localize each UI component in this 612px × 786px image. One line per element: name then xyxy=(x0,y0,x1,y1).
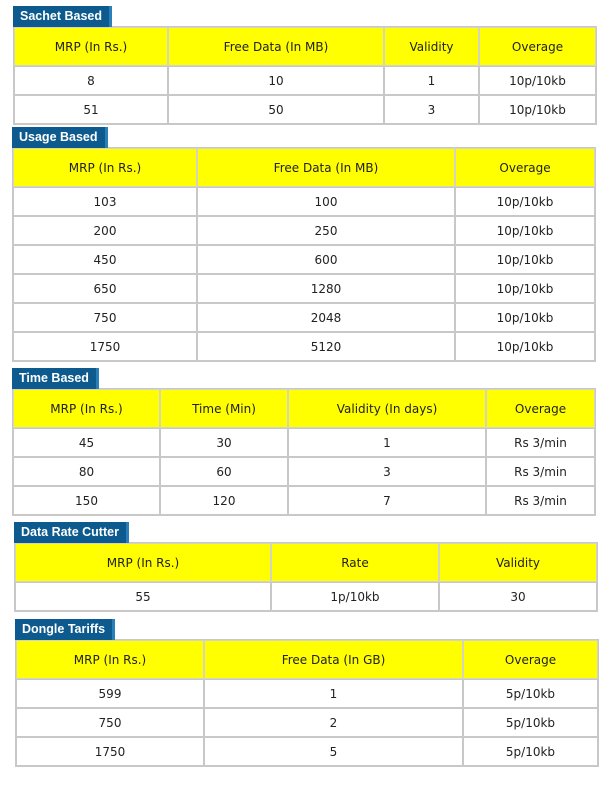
table-cell: 45 xyxy=(13,428,160,457)
section-dongle-tariffs xyxy=(15,618,599,767)
table-cell: 200 xyxy=(13,216,197,245)
table-cell: 1 xyxy=(384,66,479,95)
column-header: Overage xyxy=(479,27,596,66)
table-cell: Rs 3/min xyxy=(486,486,595,515)
table-row xyxy=(13,303,595,332)
column-header: Validity xyxy=(439,543,597,582)
section-data-rate-cutter xyxy=(14,521,598,612)
column-header: Free Data (In GB) xyxy=(204,640,463,679)
table-row xyxy=(13,332,595,361)
table-cell: 150 xyxy=(13,486,160,515)
table-cell: 5p/10kb xyxy=(463,737,598,766)
table-cell: 1750 xyxy=(16,737,204,766)
table-time-based xyxy=(12,388,596,516)
table-cell: 5 xyxy=(204,737,463,766)
table-row xyxy=(13,187,595,216)
table-cell: 2 xyxy=(204,708,463,737)
column-header: Validity xyxy=(384,27,479,66)
column-header: Overage xyxy=(455,148,595,187)
table-row xyxy=(16,679,598,708)
table-cell: 650 xyxy=(13,274,197,303)
table-cell: 120 xyxy=(160,486,288,515)
column-header: Free Data (In MB) xyxy=(168,27,384,66)
section-usage-based xyxy=(12,126,596,362)
table-header-row xyxy=(15,543,597,582)
table-cell: 1280 xyxy=(197,274,455,303)
column-header: Free Data (In MB) xyxy=(197,148,455,187)
table-cell: 750 xyxy=(13,303,197,332)
table-cell: 5p/10kb xyxy=(463,679,598,708)
table-cell: 1 xyxy=(288,428,486,457)
column-header: MRP (In Rs.) xyxy=(13,148,197,187)
table-row xyxy=(13,274,595,303)
column-header: MRP (In Rs.) xyxy=(14,27,168,66)
table-row xyxy=(13,457,595,486)
table-cell: 5120 xyxy=(197,332,455,361)
table-header-row xyxy=(13,389,595,428)
table-cell: 100 xyxy=(197,187,455,216)
table-cell: 10p/10kb xyxy=(455,245,595,274)
section-title-usage-based: Usage Based xyxy=(12,127,108,148)
table-cell: 10p/10kb xyxy=(455,187,595,216)
table-cell: 250 xyxy=(197,216,455,245)
section-title-sachet-based: Sachet Based xyxy=(13,6,112,27)
column-header: MRP (In Rs.) xyxy=(15,543,271,582)
section-title-time-based: Time Based xyxy=(12,368,99,389)
table-row xyxy=(13,428,595,457)
table-cell: 7 xyxy=(288,486,486,515)
section-title-data-rate-cutter: Data Rate Cutter xyxy=(14,522,129,543)
column-header: Time (Min) xyxy=(160,389,288,428)
table-row xyxy=(13,245,595,274)
table-data-rate-cutter xyxy=(14,542,598,612)
table-cell: Rs 3/min xyxy=(486,428,595,457)
table-row xyxy=(16,737,598,766)
table-row xyxy=(14,66,596,95)
table-usage-based xyxy=(12,147,596,362)
section-time-based xyxy=(12,367,596,516)
table-cell: 51 xyxy=(14,95,168,124)
table-cell: 8 xyxy=(14,66,168,95)
table-cell: 2048 xyxy=(197,303,455,332)
table-cell: 30 xyxy=(160,428,288,457)
column-header: Rate xyxy=(271,543,439,582)
table-cell: 1p/10kb xyxy=(271,582,439,611)
column-header: MRP (In Rs.) xyxy=(16,640,204,679)
table-row xyxy=(16,708,598,737)
table-cell: 80 xyxy=(13,457,160,486)
table-cell: 10p/10kb xyxy=(455,216,595,245)
table-cell: 10 xyxy=(168,66,384,95)
table-row xyxy=(13,216,595,245)
column-header: Validity (In days) xyxy=(288,389,486,428)
table-cell: 1 xyxy=(204,679,463,708)
table-dongle-tariffs xyxy=(15,639,599,767)
table-cell: 103 xyxy=(13,187,197,216)
column-header: MRP (In Rs.) xyxy=(13,389,160,428)
table-header-row xyxy=(16,640,598,679)
table-cell: 5p/10kb xyxy=(463,708,598,737)
table-cell: 50 xyxy=(168,95,384,124)
table-header-row xyxy=(14,27,596,66)
table-header-row xyxy=(13,148,595,187)
table-row xyxy=(13,486,595,515)
table-cell: 1750 xyxy=(13,332,197,361)
table-cell: Rs 3/min xyxy=(486,457,595,486)
table-cell: 599 xyxy=(16,679,204,708)
table-cell: 600 xyxy=(197,245,455,274)
table-cell: 3 xyxy=(288,457,486,486)
table-cell: 750 xyxy=(16,708,204,737)
table-cell: 10p/10kb xyxy=(455,274,595,303)
table-cell: 10p/10kb xyxy=(455,332,595,361)
table-cell: 3 xyxy=(384,95,479,124)
column-header: Overage xyxy=(486,389,595,428)
table-cell: 450 xyxy=(13,245,197,274)
table-cell: 30 xyxy=(439,582,597,611)
table-cell: 55 xyxy=(15,582,271,611)
table-sachet-based xyxy=(13,26,597,125)
column-header: Overage xyxy=(463,640,598,679)
table-cell: 60 xyxy=(160,457,288,486)
table-cell: 10p/10kb xyxy=(479,66,596,95)
table-row xyxy=(15,582,597,611)
table-cell: 10p/10kb xyxy=(479,95,596,124)
table-cell: 10p/10kb xyxy=(455,303,595,332)
table-row xyxy=(14,95,596,124)
section-title-dongle-tariffs: Dongle Tariffs xyxy=(15,619,115,640)
section-sachet-based xyxy=(13,5,597,125)
